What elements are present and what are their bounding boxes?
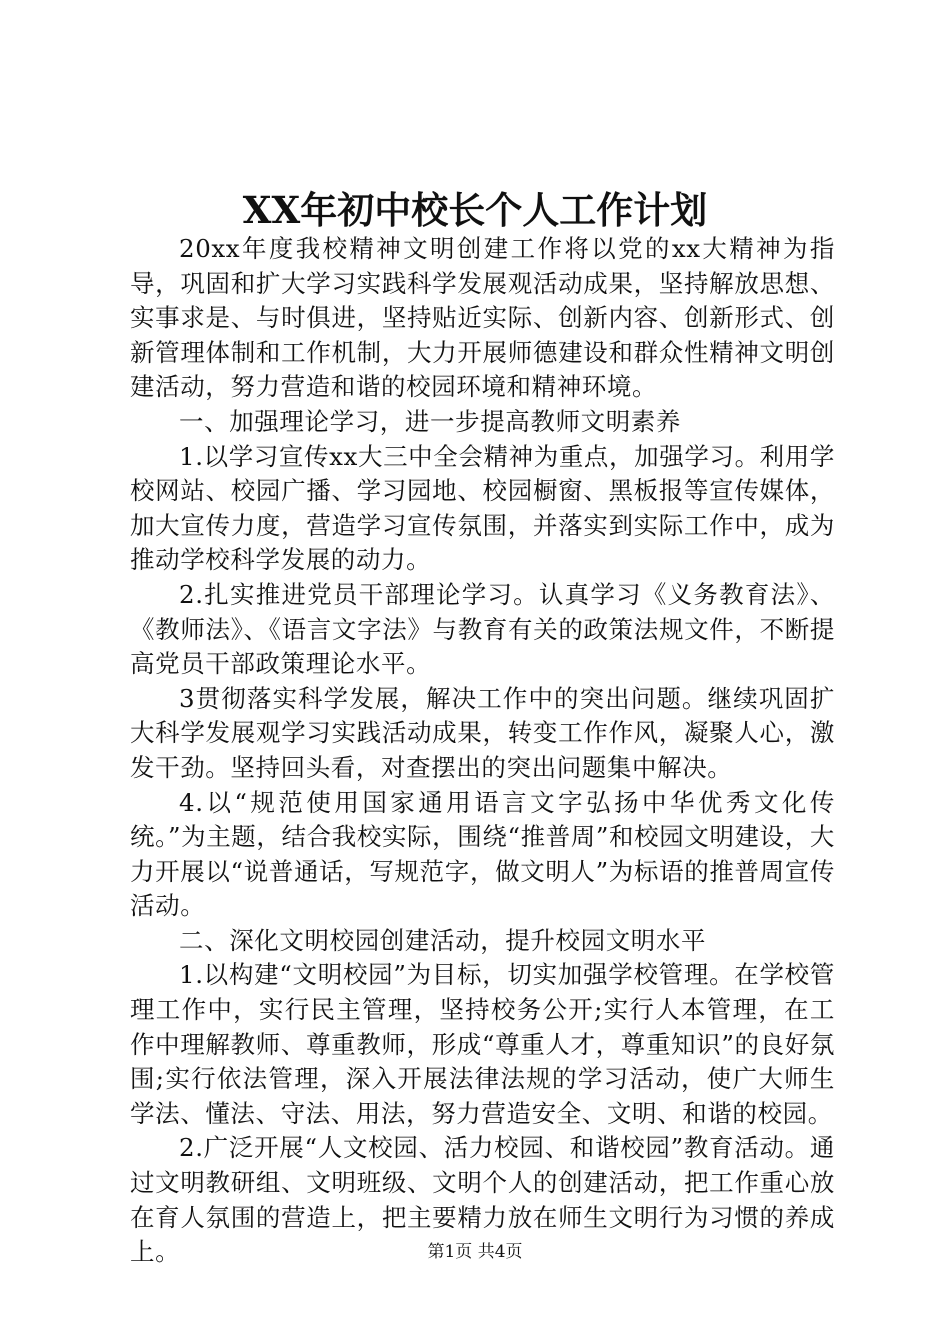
paragraph-1-2: 2.扎实推进党员干部理论学习。认真学习《义务教育法》、《教师法》、《语言文字法》与教育有关的政策法规文件，不断提高党员干部政策理论水平。 xyxy=(130,579,835,679)
paragraph-2-2: 2.广泛开展“人文校园、活力校园、和谐校园”教育活动。通过文明教研组、文明班级、文明个人的创建活动，把工作重心放在育人氛围的营造上，把主要精力放在师生文明行为习惯的养成上。 xyxy=(130,1133,835,1267)
paragraph-intro: 20xx年度我校精神文明创建工作将以党的xx大精神为指导，巩固和扩大学习实践科学发展观活动成果，坚持解放思想、实事求是、与时俱进，坚持贴近实际、创新内容、创新形式、创新管理体制和工作机制，大力开展师德建设和群众性精神文明创建活动，努力营造和谐的校园环境和精神环境。 xyxy=(130,234,835,402)
paragraph-1-3: 3贯彻落实科学发展，解决工作中的突出问题。继续巩固扩大科学发展观学习实践活动成果，转变工作作风，凝聚人心，激发干劲。坚持回头看，对查摆出的突出问题集中解决。 xyxy=(130,683,835,782)
document-title: XX年初中校长个人工作计划 xyxy=(242,188,708,232)
section-heading-2: 二、深化文明校园创建活动，提升校园文明水平 xyxy=(179,925,707,955)
paragraph-1-1: 1.以学习宣传xx大三中全会精神为重点，加强学习。利用学校网站、校园广播、学习园地、校园橱窗、黑板报等宣传媒体，加大宣传力度，营造学习宣传氛围，并落实到实际工作中，成为推动学校科学发展的动力。 xyxy=(130,441,835,575)
document-body xyxy=(130,232,835,1270)
paragraph-2-1: 1.以构建“文明校园”为目标，切实加强学校管理。在学校管理工作中，实行民主管理，坚持校务公开;实行人本管理，在工作中理解教师、尊重教师，形成“尊重人才，尊重知识”的良好氛围;实行依法管理，深入开展法律法规的学习活动，使广大师生学法、懂法、守法、用法，努力营造安全、文明、和谐的校园。 xyxy=(130,960,835,1128)
paragraph-1-4: 4.以“规范使用国家通用语言文字弘扬中华优秀文化传统。”为主题，结合我校实际，围绕“推普周”和校园文明建设，大力开展以“说普通话，写规范字，做文明人”为标语的推普周宣传活动。 xyxy=(130,787,835,921)
page-number-footer: 第1页 共4页 xyxy=(427,1242,523,1262)
section-heading-1: 一、加强理论学习，进一步提高教师文明素养 xyxy=(179,406,681,436)
